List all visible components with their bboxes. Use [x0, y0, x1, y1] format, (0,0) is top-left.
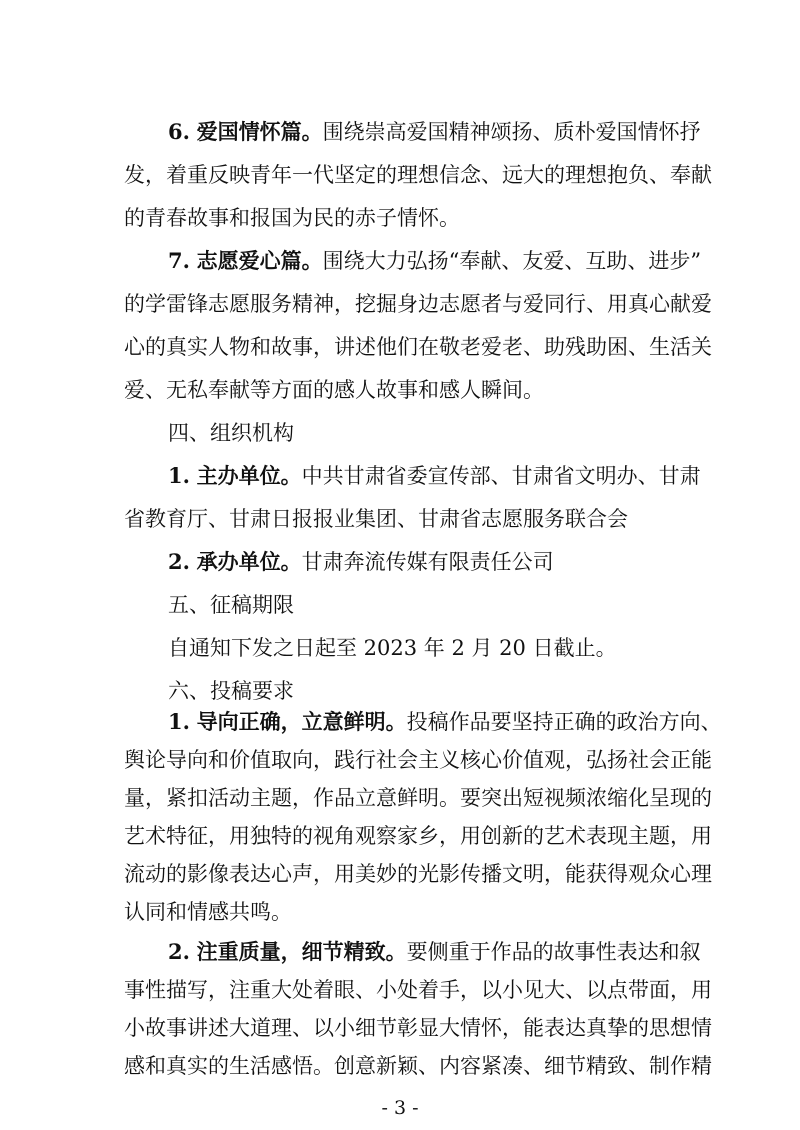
section-6-item-2-text-1: 要侧重于作品的故事性表达和叙 — [406, 940, 701, 964]
item-6-line-3: 的青春故事和报国为民的赤子情怀。 — [124, 206, 460, 230]
section-4-item-1-title: 主办单位。 — [196, 463, 302, 488]
item-6-line-1 — [168, 117, 701, 147]
section-6-item-1-line-6: 认同和情感共鸣。 — [124, 900, 292, 924]
section-6-item-2-number: 2. — [168, 939, 190, 964]
item-6-number: 6. — [168, 119, 190, 144]
section-6-item-1-line-4: 艺术特征，用独特的视角观察家乡，用创新的艺术表现主题，用 — [124, 824, 712, 848]
item-7-title: 志愿爱心篇。 — [196, 248, 323, 273]
item-7-line-3: 心的真实人物和故事，讲述他们在敬老爱老、助残助困、生活关 — [124, 335, 712, 359]
section-6-item-1-text-1: 投稿作品要坚持正确的政治方向、 — [406, 710, 722, 734]
item-7-line-1 — [168, 246, 701, 276]
section-6-item-1-line-5: 流动的影像表达心声，用美妙的光影传播文明，能获得观众心理 — [124, 862, 712, 886]
section-4-item-1-number: 1. — [168, 463, 190, 488]
section-6-item-2-title: 注重质量，细节精致。 — [196, 939, 407, 964]
item-6-title: 爱国情怀篇。 — [196, 119, 323, 144]
section-6-item-2-line-3: 小故事讲述大道理、以小细节彰显大情怀，能表达真挚的思想情 — [124, 1016, 712, 1040]
item-7-text-1: 围绕大力弘扬“奉献、友爱、互助、进步” — [322, 249, 702, 273]
page-number: - 3 - — [381, 1097, 419, 1119]
section-6-item-2-line-2: 事性描写，注重大处着眼、小处着手，以小见大、以点带面，用 — [124, 978, 712, 1002]
section-6-item-2-line-4: 感和真实的生活感悟。创意新颖、内容紧凑、细节精致、制作精 — [124, 1054, 712, 1078]
section-5-heading: 五、征稿期限 — [168, 593, 294, 617]
section-6-item-1-line-3: 量，紧扣活动主题，作品立意鲜明。要突出短视频浓缩化呈现的 — [124, 786, 712, 810]
section-5-text: 自通知下发之日起至 2023 年 2 月 20 日截止。 — [168, 636, 617, 660]
section-4-item-2-title: 承办单位。 — [196, 549, 302, 574]
section-6-item-2-line-1 — [168, 937, 701, 967]
section-4-item-2-number: 2. — [168, 549, 190, 574]
section-4-item-1-line-1 — [168, 461, 701, 491]
section-4-item-2-text-1: 甘肃奔流传媒有限责任公司 — [301, 550, 554, 574]
item-6-line-2: 发，着重反映青年一代坚定的理想信念、远大的理想抱负、奉献 — [124, 163, 712, 187]
section-4-heading: 四、组织机构 — [168, 421, 294, 445]
item-7-line-2: 的学雷锋志愿服务精神，挖掘身边志愿者与爱同行、用真心献爱 — [124, 292, 712, 316]
section-4-item-2-line-1 — [168, 547, 554, 577]
section-6-heading: 六、投稿要求 — [168, 679, 294, 703]
section-6-item-1-number: 1. — [168, 709, 190, 734]
item-7-number: 7. — [168, 248, 190, 273]
section-4-item-1-text-1: 中共甘肃省委宣传部、甘肃省文明办、甘肃 — [301, 464, 701, 488]
section-6-item-1-title: 导向正确，立意鲜明。 — [196, 709, 407, 734]
section-6-item-1-line-1 — [168, 707, 722, 737]
item-7-line-4: 爱、无私奉献等方面的感人故事和感人瞬间。 — [124, 378, 544, 402]
section-6-item-1-line-2: 舆论导向和价值取向，践行社会主义核心价值观，弘扬社会正能 — [124, 748, 712, 772]
section-4-item-1-line-2: 省教育厅、甘肃日报报业集团、甘肃省志愿服务联合会 — [124, 507, 628, 531]
item-6-text-1: 围绕崇高爱国精神颂扬、质朴爱国情怀抒 — [322, 120, 701, 144]
